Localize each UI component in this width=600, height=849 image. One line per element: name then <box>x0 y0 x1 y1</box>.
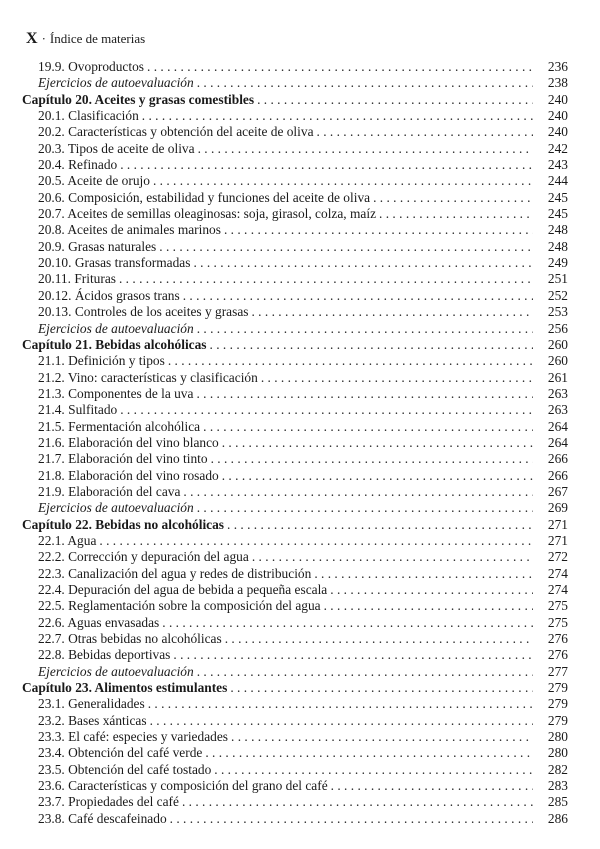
toc-entry-title: Capítulo 21. Bebidas alcohólicas <box>22 336 207 352</box>
toc-entry-title: 23.7. Propiedades del café <box>38 794 179 810</box>
toc-entry-page: 271 <box>547 532 568 548</box>
toc-entry-page: 282 <box>547 761 568 777</box>
dot-leader <box>257 92 533 108</box>
toc-entry-page: 283 <box>547 778 568 794</box>
toc-entry-page: 238 <box>547 75 568 91</box>
toc-entry-page: 280 <box>547 745 568 761</box>
toc-entry-page: 243 <box>547 157 568 173</box>
dot-leader <box>183 484 533 500</box>
toc-section-entry <box>22 304 568 320</box>
toc-section-entry <box>22 484 568 500</box>
dot-leader <box>379 206 533 222</box>
toc-section-entry <box>22 811 568 827</box>
toc-entry-page: 280 <box>547 729 568 745</box>
toc-entry-title: 20.1. Clasificación <box>38 108 139 124</box>
toc-entry-title: 22.4. Depuración del agua de bebida a pequeña escala <box>38 582 328 597</box>
toc-section-entry <box>22 729 568 745</box>
toc-entry-title: 21.7. Elaboración del vino tinto <box>38 451 208 467</box>
toc-exercise-entry <box>22 500 568 516</box>
toc-entry-title: 20.13. Controles de los aceites y grasas <box>38 304 249 320</box>
toc-entry-title: 22.3. Canalización del agua y redes de distribución <box>38 565 312 581</box>
toc-entry-title: 21.3. Componentes de la uva <box>38 385 194 401</box>
toc-entry-title: 20.12. Ácidos grasos trans <box>38 287 180 303</box>
toc-entry-page: 266 <box>547 451 568 467</box>
toc-entry-page: 263 <box>547 385 568 401</box>
dot-leader <box>198 141 533 157</box>
dot-leader <box>222 435 533 451</box>
toc-entry-title: Ejercicios de autoevaluación <box>38 500 194 516</box>
toc-section-entry <box>22 468 568 484</box>
toc-entry-title: 22.1. Agua <box>38 532 97 548</box>
header-title: Índice de materias <box>49 31 146 46</box>
dot-leader <box>196 386 533 402</box>
toc-section-entry <box>22 582 568 598</box>
dot-leader <box>153 173 533 189</box>
toc-section-entry <box>22 615 568 631</box>
toc-entry-title: Capítulo 22. Bebidas no alcohólicas <box>22 516 225 532</box>
toc-section-entry <box>22 271 568 287</box>
toc-entry-title: 21.1. Definición y tipos <box>38 353 165 369</box>
toc-entry-title: 20.11. Frituras <box>38 271 116 287</box>
toc-section-entry <box>22 631 568 647</box>
toc-entry-page: 249 <box>547 255 568 271</box>
toc-entry-page: 271 <box>547 516 568 532</box>
toc-section-entry <box>22 549 568 565</box>
toc-entry-page: 267 <box>547 483 568 499</box>
dot-leader <box>317 124 533 140</box>
toc-entry-title: 21.2. Vino: características y clasificación <box>38 369 258 385</box>
toc-entry-page: 266 <box>547 467 568 483</box>
toc-section-entry <box>22 778 568 794</box>
toc-entry-page: 275 <box>547 614 568 630</box>
dot-leader <box>211 451 533 467</box>
toc-section-entry <box>22 598 568 614</box>
toc-entry-title: 21.9. Elaboración del cava <box>38 483 181 499</box>
dot-leader <box>99 533 533 549</box>
toc-entry-page: 253 <box>547 304 568 320</box>
toc-entry-page: 285 <box>547 794 568 810</box>
toc-entry-title: Ejercicios de autoevaluación <box>38 663 194 679</box>
toc-entry-title: Capítulo 23. Alimentos estimulantes <box>22 680 228 696</box>
dot-leader <box>197 321 533 337</box>
toc-entry-page: 286 <box>547 810 568 826</box>
dot-leader <box>225 631 533 647</box>
toc-entry-page: 264 <box>547 434 568 450</box>
dot-leader <box>120 157 533 173</box>
toc-section-entry <box>22 108 568 124</box>
toc-section-entry <box>22 713 568 729</box>
dot-leader <box>252 549 533 565</box>
toc-entry-page: 275 <box>547 598 568 614</box>
toc-entry-page: 240 <box>547 91 568 107</box>
dot-leader <box>330 582 533 598</box>
dot-leader <box>147 59 533 75</box>
dot-leader <box>224 222 533 238</box>
toc-section-entry <box>22 59 568 75</box>
dot-leader <box>227 517 533 533</box>
toc-entry-page: 236 <box>547 59 568 74</box>
toc-exercise-entry <box>22 75 568 91</box>
toc-entry-title: 21.4. Sulfitado <box>38 402 118 418</box>
toc-section-entry <box>22 451 568 467</box>
toc-entry-title: 20.10. Grasas transformadas <box>38 255 191 271</box>
dot-leader <box>197 664 533 680</box>
toc-section-entry <box>22 157 568 173</box>
toc-entry-page: 256 <box>547 320 568 336</box>
dot-leader <box>197 75 533 91</box>
dot-leader <box>222 468 533 484</box>
toc-entry-page: 264 <box>547 418 568 434</box>
toc-section-entry <box>22 288 568 304</box>
dot-leader <box>331 778 533 794</box>
toc-entry-title: 19.9. Ovoproductos <box>38 59 145 74</box>
toc-entry-title: 20.8. Aceites de animales marinos <box>38 222 221 238</box>
toc-entry-page: 279 <box>547 696 568 712</box>
toc-entry-page: 274 <box>547 582 568 597</box>
toc-section-entry <box>22 386 568 402</box>
running-header <box>26 30 145 48</box>
toc-entry-page: 248 <box>547 238 568 254</box>
toc-entry-title: 20.2. Características y obtención del aceite de oliva <box>38 124 314 140</box>
toc-entry-title: 23.2. Bases xánticas <box>38 712 147 728</box>
toc-section-entry <box>22 353 568 369</box>
page-number-roman: X <box>26 30 38 47</box>
toc-chapter-entry <box>22 337 568 353</box>
dot-leader <box>373 190 533 206</box>
toc-entry-page: 279 <box>547 712 568 728</box>
toc-entry-title: Capítulo 20. Aceites y grasas comestibles <box>22 91 255 107</box>
toc-entry-title: 23.4. Obtención del café verde <box>38 745 203 761</box>
dot-leader <box>120 402 533 418</box>
dot-leader <box>142 108 533 124</box>
toc-section-entry <box>22 402 568 418</box>
toc-section-entry <box>22 533 568 549</box>
toc-entry-title: 20.3. Tipos de aceite de oliva <box>38 140 195 156</box>
toc-section-entry <box>22 190 568 206</box>
toc-section-entry <box>22 173 568 189</box>
dot-leader <box>119 271 533 287</box>
toc-entry-page: 244 <box>547 173 568 189</box>
dot-leader <box>150 713 533 729</box>
dot-leader <box>170 811 533 827</box>
toc-entry-page: 261 <box>547 369 568 385</box>
toc-entry-title: 23.8. Café descafeinado <box>38 810 167 826</box>
toc-section-entry <box>22 222 568 238</box>
toc-chapter-entry <box>22 680 568 696</box>
toc-entry-title: 21.6. Elaboración del vino blanco <box>38 434 219 450</box>
toc-entry-title: 22.5. Reglamentación sobre la composición del agua <box>38 598 321 614</box>
toc-chapter-entry <box>22 517 568 533</box>
toc-entry-page: 242 <box>547 140 568 156</box>
toc-entry-title: 23.5. Obtención del café tostado <box>38 761 212 777</box>
toc-entry-title: Ejercicios de autoevaluación <box>38 320 194 336</box>
dot-leader <box>210 337 533 353</box>
dot-leader <box>168 353 533 369</box>
toc-entry-page: 272 <box>547 549 568 565</box>
dot-leader <box>203 419 533 435</box>
toc-entry-page: 260 <box>547 336 568 352</box>
toc-entry-page: 274 <box>547 565 568 581</box>
toc-section-entry <box>22 435 568 451</box>
toc-section-entry <box>22 255 568 271</box>
toc-entry-title: 21.5. Fermentación alcohólica <box>38 418 201 434</box>
table-of-contents <box>22 59 568 827</box>
toc-chapter-entry <box>22 92 568 108</box>
toc-entry-page: 251 <box>547 271 568 287</box>
toc-section-entry <box>22 696 568 712</box>
toc-entry-title: 23.6. Características y composición del grano del café <box>38 778 328 794</box>
dot-leader <box>193 255 533 271</box>
toc-section-entry <box>22 239 568 255</box>
toc-entry-page: 279 <box>547 680 568 696</box>
toc-entry-page: 277 <box>547 663 568 679</box>
toc-section-entry <box>22 419 568 435</box>
dot-leader <box>251 304 533 320</box>
toc-entry-title: 23.1. Generalidades <box>38 696 145 712</box>
dot-leader <box>173 647 533 663</box>
dot-leader <box>231 729 533 745</box>
toc-section-entry <box>22 794 568 810</box>
toc-entry-page: 248 <box>547 222 568 238</box>
dot-leader <box>183 288 533 304</box>
toc-entry-title: 22.7. Otras bebidas no alcohólicas <box>38 631 222 647</box>
toc-entry-title: 20.4. Refinado <box>38 157 118 173</box>
toc-entry-page: 245 <box>547 189 568 205</box>
dot-leader <box>148 696 533 712</box>
toc-section-entry <box>22 124 568 140</box>
dot-leader <box>230 680 533 696</box>
toc-entry-page: 260 <box>547 353 568 369</box>
toc-entry-title: 22.8. Bebidas deportivas <box>38 647 171 663</box>
dot-leader <box>314 566 533 582</box>
dot-leader <box>205 745 533 761</box>
dot-leader <box>159 239 533 255</box>
toc-section-entry <box>22 370 568 386</box>
toc-exercise-entry <box>22 664 568 680</box>
dot-leader <box>261 370 533 386</box>
toc-entry-page: 269 <box>547 500 568 516</box>
toc-entry-title: 20.9. Grasas naturales <box>38 238 157 254</box>
toc-entry-title: 22.6. Aguas envasadas <box>38 614 160 630</box>
toc-entry-title: 20.7. Aceites de semillas oleaginosas: soja, girasol, colza, maíz <box>38 206 377 222</box>
dot-leader <box>197 500 533 516</box>
toc-entry-title: 23.3. El café: especies y variedades <box>38 729 228 745</box>
toc-exercise-entry <box>22 321 568 337</box>
toc-entry-title: 22.2. Corrección y depuración del agua <box>38 549 249 565</box>
toc-entry-page: 276 <box>547 631 568 647</box>
toc-entry-title: Ejercicios de autoevaluación <box>38 75 194 91</box>
toc-entry-title: 21.8. Elaboración del vino rosado <box>38 467 219 483</box>
toc-entry-page: 240 <box>547 124 568 140</box>
toc-section-entry <box>22 647 568 663</box>
toc-section-entry <box>22 745 568 761</box>
toc-entry-page: 252 <box>547 287 568 303</box>
toc-section-entry <box>22 206 568 222</box>
toc-section-entry <box>22 141 568 157</box>
toc-entry-page: 240 <box>547 108 568 124</box>
dot-leader <box>182 794 533 810</box>
toc-entry-page: 245 <box>547 206 568 222</box>
header-separator: · <box>41 31 46 46</box>
dot-leader <box>324 598 533 614</box>
dot-leader <box>214 762 533 778</box>
toc-section-entry <box>22 566 568 582</box>
toc-section-entry <box>22 762 568 778</box>
toc-entry-title: 20.5. Aceite de orujo <box>38 173 150 189</box>
toc-entry-page: 276 <box>547 647 568 663</box>
dot-leader <box>162 615 533 631</box>
toc-entry-page: 263 <box>547 402 568 418</box>
toc-entry-title: 20.6. Composición, estabilidad y funciones del aceite de oliva <box>38 189 371 205</box>
